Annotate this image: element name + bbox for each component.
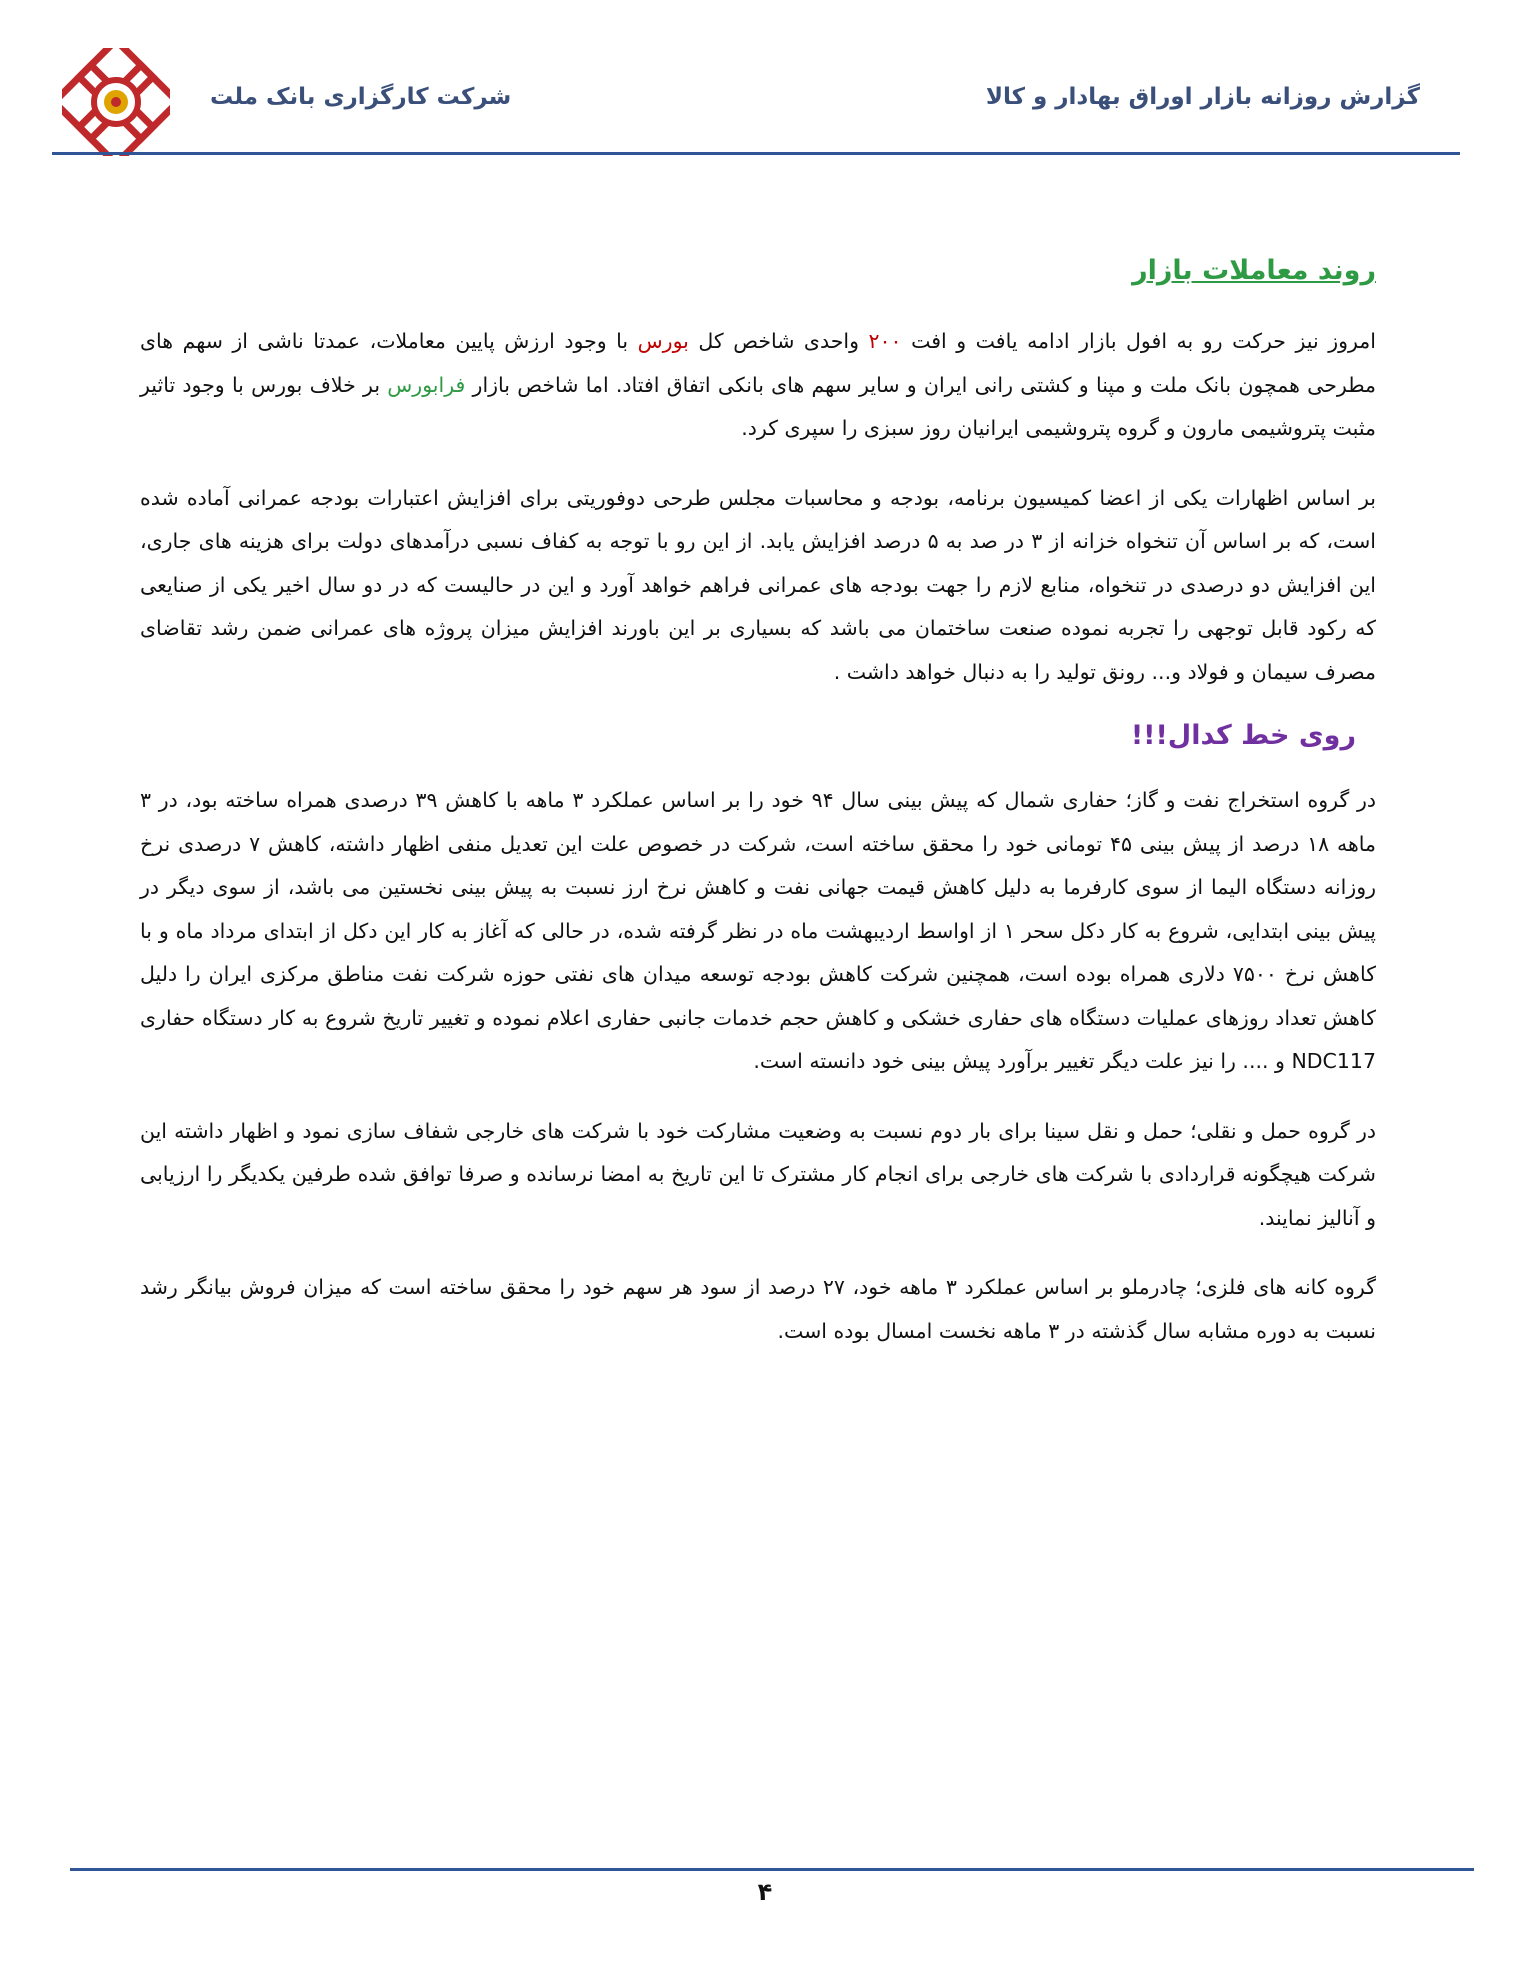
budget-paragraph: بر اساس اظهارات یکی از اعضا کمیسیون برنامه، بودجه و محاسبات مجلس طرحی دوفوریتی برای افزایش اعتبارات بودجه عمرانی آماده شده است، که بر اساس آن تنخواه خزانه از ۳ در صد به ۵ درصد افزایش یابد. از این رو با توجه به کفاف نسبی درآمدهای دولت برای هزینه های جاری، این افزایش دو درصدی در تنخواه، منابع لازم را جهت بودجه های عمرانی فراهم خواهد آورد و این در حالیست که در دو سال اخیر یکی از صنایعی که رکود قابل توجهی را تجربه نموده صنعت ساختمان می باشد که بسیاری بر این باورند افزایش میزان پروژه های عمرانی ضمن رشد تقاضای مصرف سیمان و فولاد و... رونق تولید را به دنبال خواهد داشت .: [140, 485, 1377, 684]
report-title: گزارش روزانه بازار اوراق بهادار و کالا: [985, 84, 1420, 110]
report-body: [140, 255, 1376, 1379]
transport-paragraph: در گروه حمل و نقلی؛ حمل و نقل سینا برای بار دوم نسبت به وضعیت مشارکت خود با شرکت های خارجی شفاف سازی نمود و اظهار داشته این شرکت هیچگونه قراردادی با شرکت های خارجی برای انجام کار مشترک تا این تاریخ به امضا نرسانده و صرفا توافق شده طرفین یکدیگر را ارزیابی و آنالیز نمایند.: [140, 1118, 1376, 1230]
codal-heading: روی خط کدال!!!: [1130, 720, 1356, 751]
page-number: ۴: [757, 1878, 773, 1906]
company-logo: [62, 48, 170, 156]
metal-ores-paragraph: گروه کانه های فلزی؛ چادرملو بر اساس عملکرد ۳ ماهه خود، ۲۷ درصد از سود هر سهم خود را محقق ساخته است که میزان فروش بیانگر رشد نسبت به دوره مشابه سال گذشته در ۳ ماهه نخست امسال بوده است.: [140, 1275, 1377, 1343]
index-drop-value: ۲۰۰: [868, 329, 902, 353]
bourse-keyword: بورس: [637, 329, 689, 353]
header-rule: [52, 152, 1460, 155]
farabourse-keyword: فرابورس: [387, 372, 466, 397]
oil-gas-paragraph: در گروه استخراج نفت و گاز؛ حفاری شمال که پیش بینی سال ۹۴ خود را بر اساس عملکرد ۳ ماهه با کاهش ۳۹ درصدی همراه ساخته بود، در ۳ ماهه ۱۸ درصد از پیش بینی ۴۵ تومانی خود را محقق ساخته است، شرکت در خصوص علت این تعدیل منفی اظهار داشته، کاهش ۷ درصدی نرخ روزانه دستگاه الیما از سوی کارفرما به دلیل کاهش قیمت جهانی نفت و کاهش نرخ ارز نسبت به پیش بینی نخستین می باشد، از سوی دیگر در پیش بینی ابتدایی، شروع به کار دکل سحر ۱ از اواسط اردیبهشت ماه در نظر گرفته شده، در حالی که آغاز به کار این دکل از ابتدای مرداد ماه و با کاهش نرخ ۷۵۰۰ دلاری همراه بوده است، همچنین شرکت کاهش بودجه توسعه میدان های نفتی حوزه شرکت نفت مناطق مرکزی ایران را دلیل کاهش تعداد روزهای عملیات دستگاه های حفاری خشکی و کاهش حجم خدمات جانبی حفاری اعلام نموده و تغییر تاریخ شروع به کار دستگاه حفاری NDC117 و .... را نیز علت دیگر تغییر برآورد پیش بینی خود دانسته است.: [140, 788, 1376, 1073]
footer-rule: [70, 1868, 1474, 1871]
company-name: شرکت کارگزاری بانک ملت: [210, 84, 512, 110]
market-trend-heading: روند معاملات بازار: [1132, 255, 1376, 286]
market-trend-paragraph: امروز نیز حرکت رو به افول بازار ادامه یافت و افت ۲۰۰ واحدی شاخص کل بورس با وجود ارزش پایین معاملات، عمدتا ناشی از سهم های مطرحی همچون بانک ملت و مپنا و کشتی رانی ایران و سایر سهم های بانکی اتفاق افتاد. اما شاخص بازار فرابورس بر خلاف بورس با وجود تاثیر مثبت پتروشیمی مارون و گروه پتروشیمی ایرانیان روز سبزی را سپری کرد.: [140, 329, 1376, 440]
